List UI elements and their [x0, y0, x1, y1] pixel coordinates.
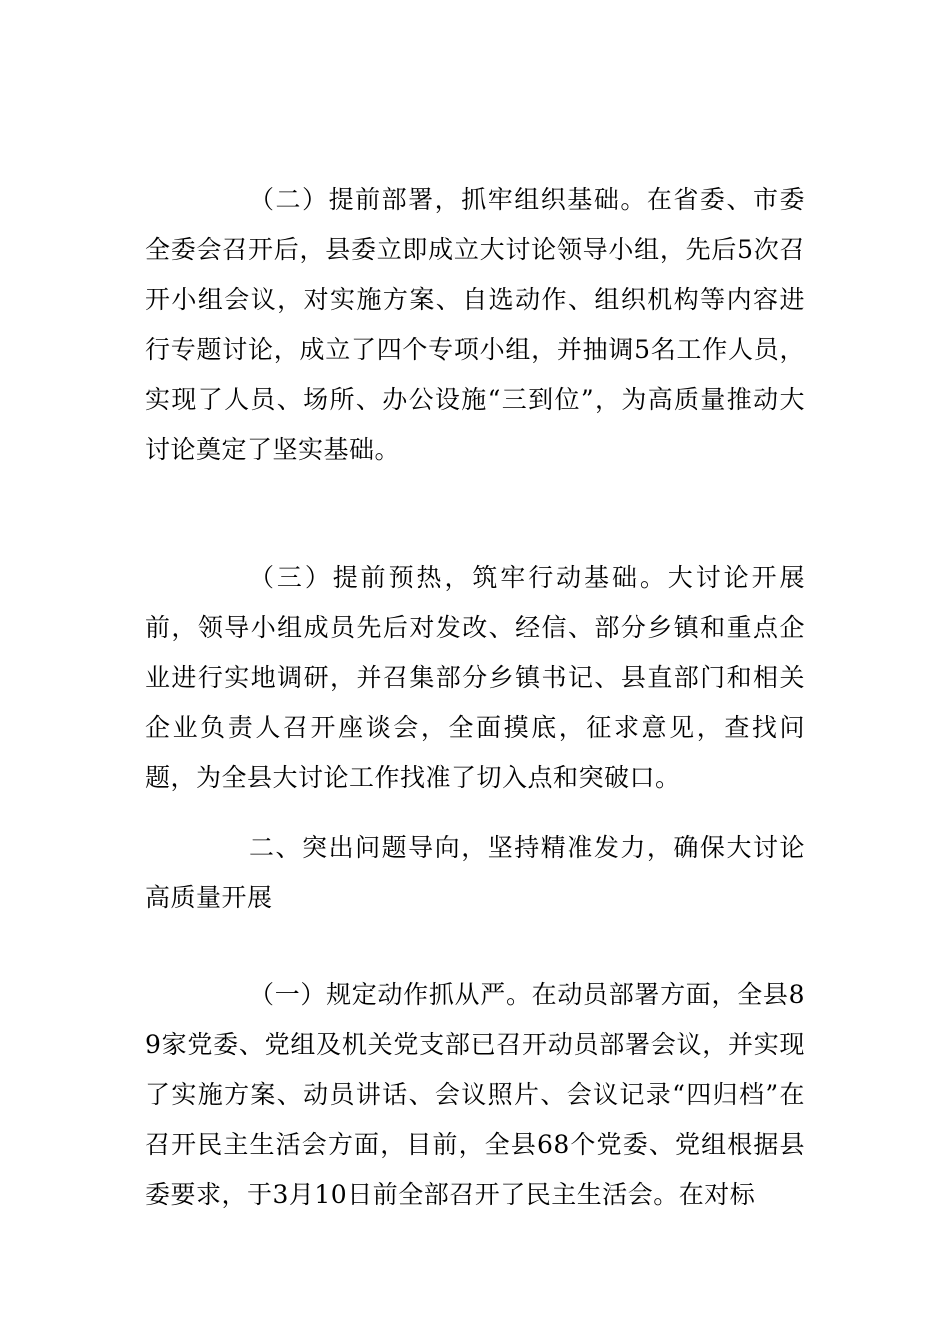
paragraph-action-foundation: （三）提前预热，筑牢行动基础。大讨论开展前，领导小组成员先后对发改、经信、部分乡镇和重点企业进行实地调研，并召集部分乡镇书记、县直部门和相关企业负责人召开座谈会，全面摸底，征求意见，查找问题，为全县大讨论工作找准了切入点和突破口。 — [145, 563, 805, 792]
paragraph-required-actions: （一）规定动作抓从严。在动员部署方面，全县89家党委、党组及机关党支部已召开动员部署会议，并实现了实施方案、动员讲话、会议照片、会议记录“四归档”在召开民主生活会方面，目前，全县68个党委、党组根据县委要求，于3月10日前全部召开了民主生活会。在对标 — [145, 980, 805, 1209]
section-heading-two: 二、突出问题导向，坚持精准发力，确保大讨论高质量开展 — [145, 833, 805, 912]
paragraph-organization-foundation: （二）提前部署，抓牢组织基础。在省委、市委全委会召开后，县委立即成立大讨论领导小组，先后5次召开小组会议，对实施方案、自选动作、组织机构等内容进行专题讨论，成立了四个专项小组，并抽调5名工作人员，实现了人员、场所、办公设施“三到位”，为高质量推动大讨论奠定了坚实基础。 — [145, 185, 805, 464]
